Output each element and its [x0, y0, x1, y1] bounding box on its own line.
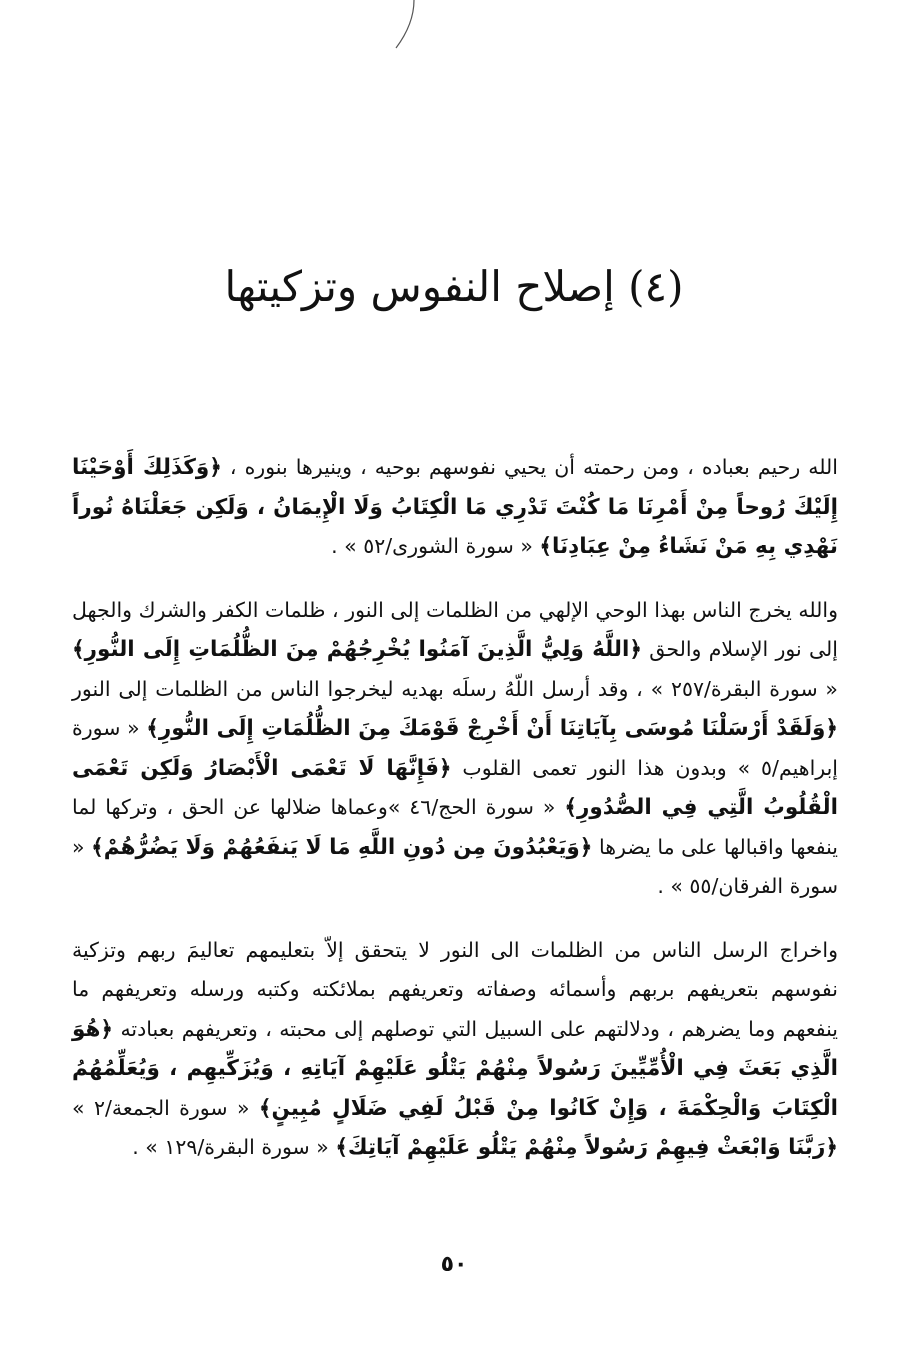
paragraph-1: [72, 448, 838, 567]
text-segment: واخراج الرسل الناس من الظلمات الى النور لا يتحقق إلاّ بتعليمهم تعاليمَ ربهم وتزكية نفوسهم بتعريفهم بربهم وأسمائه وصفاته وتعريفهم بملائكته وكتبه ورسله وتعريفهم ما ينفعهم وما يضرهم ، ودلالتهم على السبيل التي توصلهم إلى محبته ، وتعريفهم بعبادته: [72, 937, 838, 1041]
text-segment: « سورة الفرقان/٥٥ » .: [72, 834, 838, 898]
text-segment: والله يخرج الناس بهذا الوحي الإلهي من الظلمات إلى النور ، ظلمات الكفر والشرك والجهل إلى نور الإسلام والحق: [72, 597, 839, 661]
text-segment: « سورة إبراهيم/٥ » وبدون هذا النور تعمى القلوب: [72, 716, 838, 780]
chapter-title: (٤) إصلاح النفوس وتزكيتها: [224, 262, 684, 311]
text-segment: « سورة الشورى/٥٢ » .: [331, 534, 540, 558]
quran-verse: ﴿هُوَ الَّذِي بَعَثَ فِي الْأُمِّيِّينَ رَسُولاً مِنْهُمْ يَتْلُو عَلَيْهِمْ آيَاتِهِ ، وَيُزَكِّيهِم ، وَيُعَلِّمُهُمُ الْكِتَابَ وَالْحِكْمَةَ ، وَإِنْ كَانُوا مِنْ قَبْلُ لَفِي ضَلَالٍ مُبِينٍ﴾: [72, 1016, 839, 1121]
text-segment: « سورة الحج/٤٦ »وعماها ضلالها عن الحق ، وتركها لما ينفعها واقبالها على ما يضرها: [72, 795, 838, 859]
quran-verse: ﴿فَإِنَّهَا لَا تَعْمَى الْأَبْصَارُ وَلَكِن تَعْمَى الْقُلُوبُ الَّتِي فِي الصُّدُورِ﴾: [72, 755, 838, 820]
page-number: ٥٠: [440, 1252, 468, 1277]
paragraph-3: [72, 931, 838, 1168]
text-segment: « سورة الجمعة/٢ »: [72, 1095, 259, 1120]
quran-verse: ﴿وَلَقَدْ أَرْسَلْنَا مُوسَى بِآيَاتِنَا أَنْ أَخْرِجْ قَوْمَكَ مِنَ الظُّلُمَاتِ إِلَى النُّورِ﴾: [146, 716, 838, 741]
text-segment: « سورة البقرة/٢٥٧ » ، وقد أرسل اللّهُ رسلَه بهديه ليخرجوا الناس من الظلمات إلى النور: [72, 676, 838, 701]
quran-verse: ﴿اللَّهُ وَلِيُّ الَّذِينَ آمَنُوا يُخْرِجُهُمْ مِنَ الظُّلُمَاتِ إِلَى النُّورِ﴾: [72, 637, 642, 662]
quran-verse: ﴿وَكَذَلِكَ أَوْحَيْنَا إِلَيْكَ رُوحاً مِنْ أَمْرِنَا مَا كُنْتَ تَدْرِي مَا الْكِتَابُ وَلَا الْإِيمَانُ ، وَلَكِن جَعَلْنَاهُ نُوراً نَهْدِي بِهِ مَنْ نَشَاءُ مِنْ عِبَادِنَا﴾: [72, 455, 838, 559]
corner-stroke-mark: [392, 0, 422, 52]
quran-verse: ﴿وَيَعْبُدُونَ مِن دُونِ اللَّهِ مَا لَا يَنفَعُهُمْ وَلَا يَضُرُّهُمْ﴾: [91, 834, 593, 860]
text-segment: « سورة البقرة/١٢٩ » .: [132, 1135, 336, 1159]
text-segment: الله رحيم بعباده ، ومن رحمته أن يحيي نفوسهم بوحيه ، وينيرها بنوره ،: [221, 455, 838, 479]
quran-verse: ﴿رَبَّنَا وَابْعَثْ فِيهِمْ رَسُولاً مِنْهُمْ يَتْلُو عَلَيْهِمْ آيَاتِكَ﴾: [335, 1135, 838, 1160]
paragraph-2: [72, 591, 838, 907]
body-text: [72, 448, 838, 1192]
